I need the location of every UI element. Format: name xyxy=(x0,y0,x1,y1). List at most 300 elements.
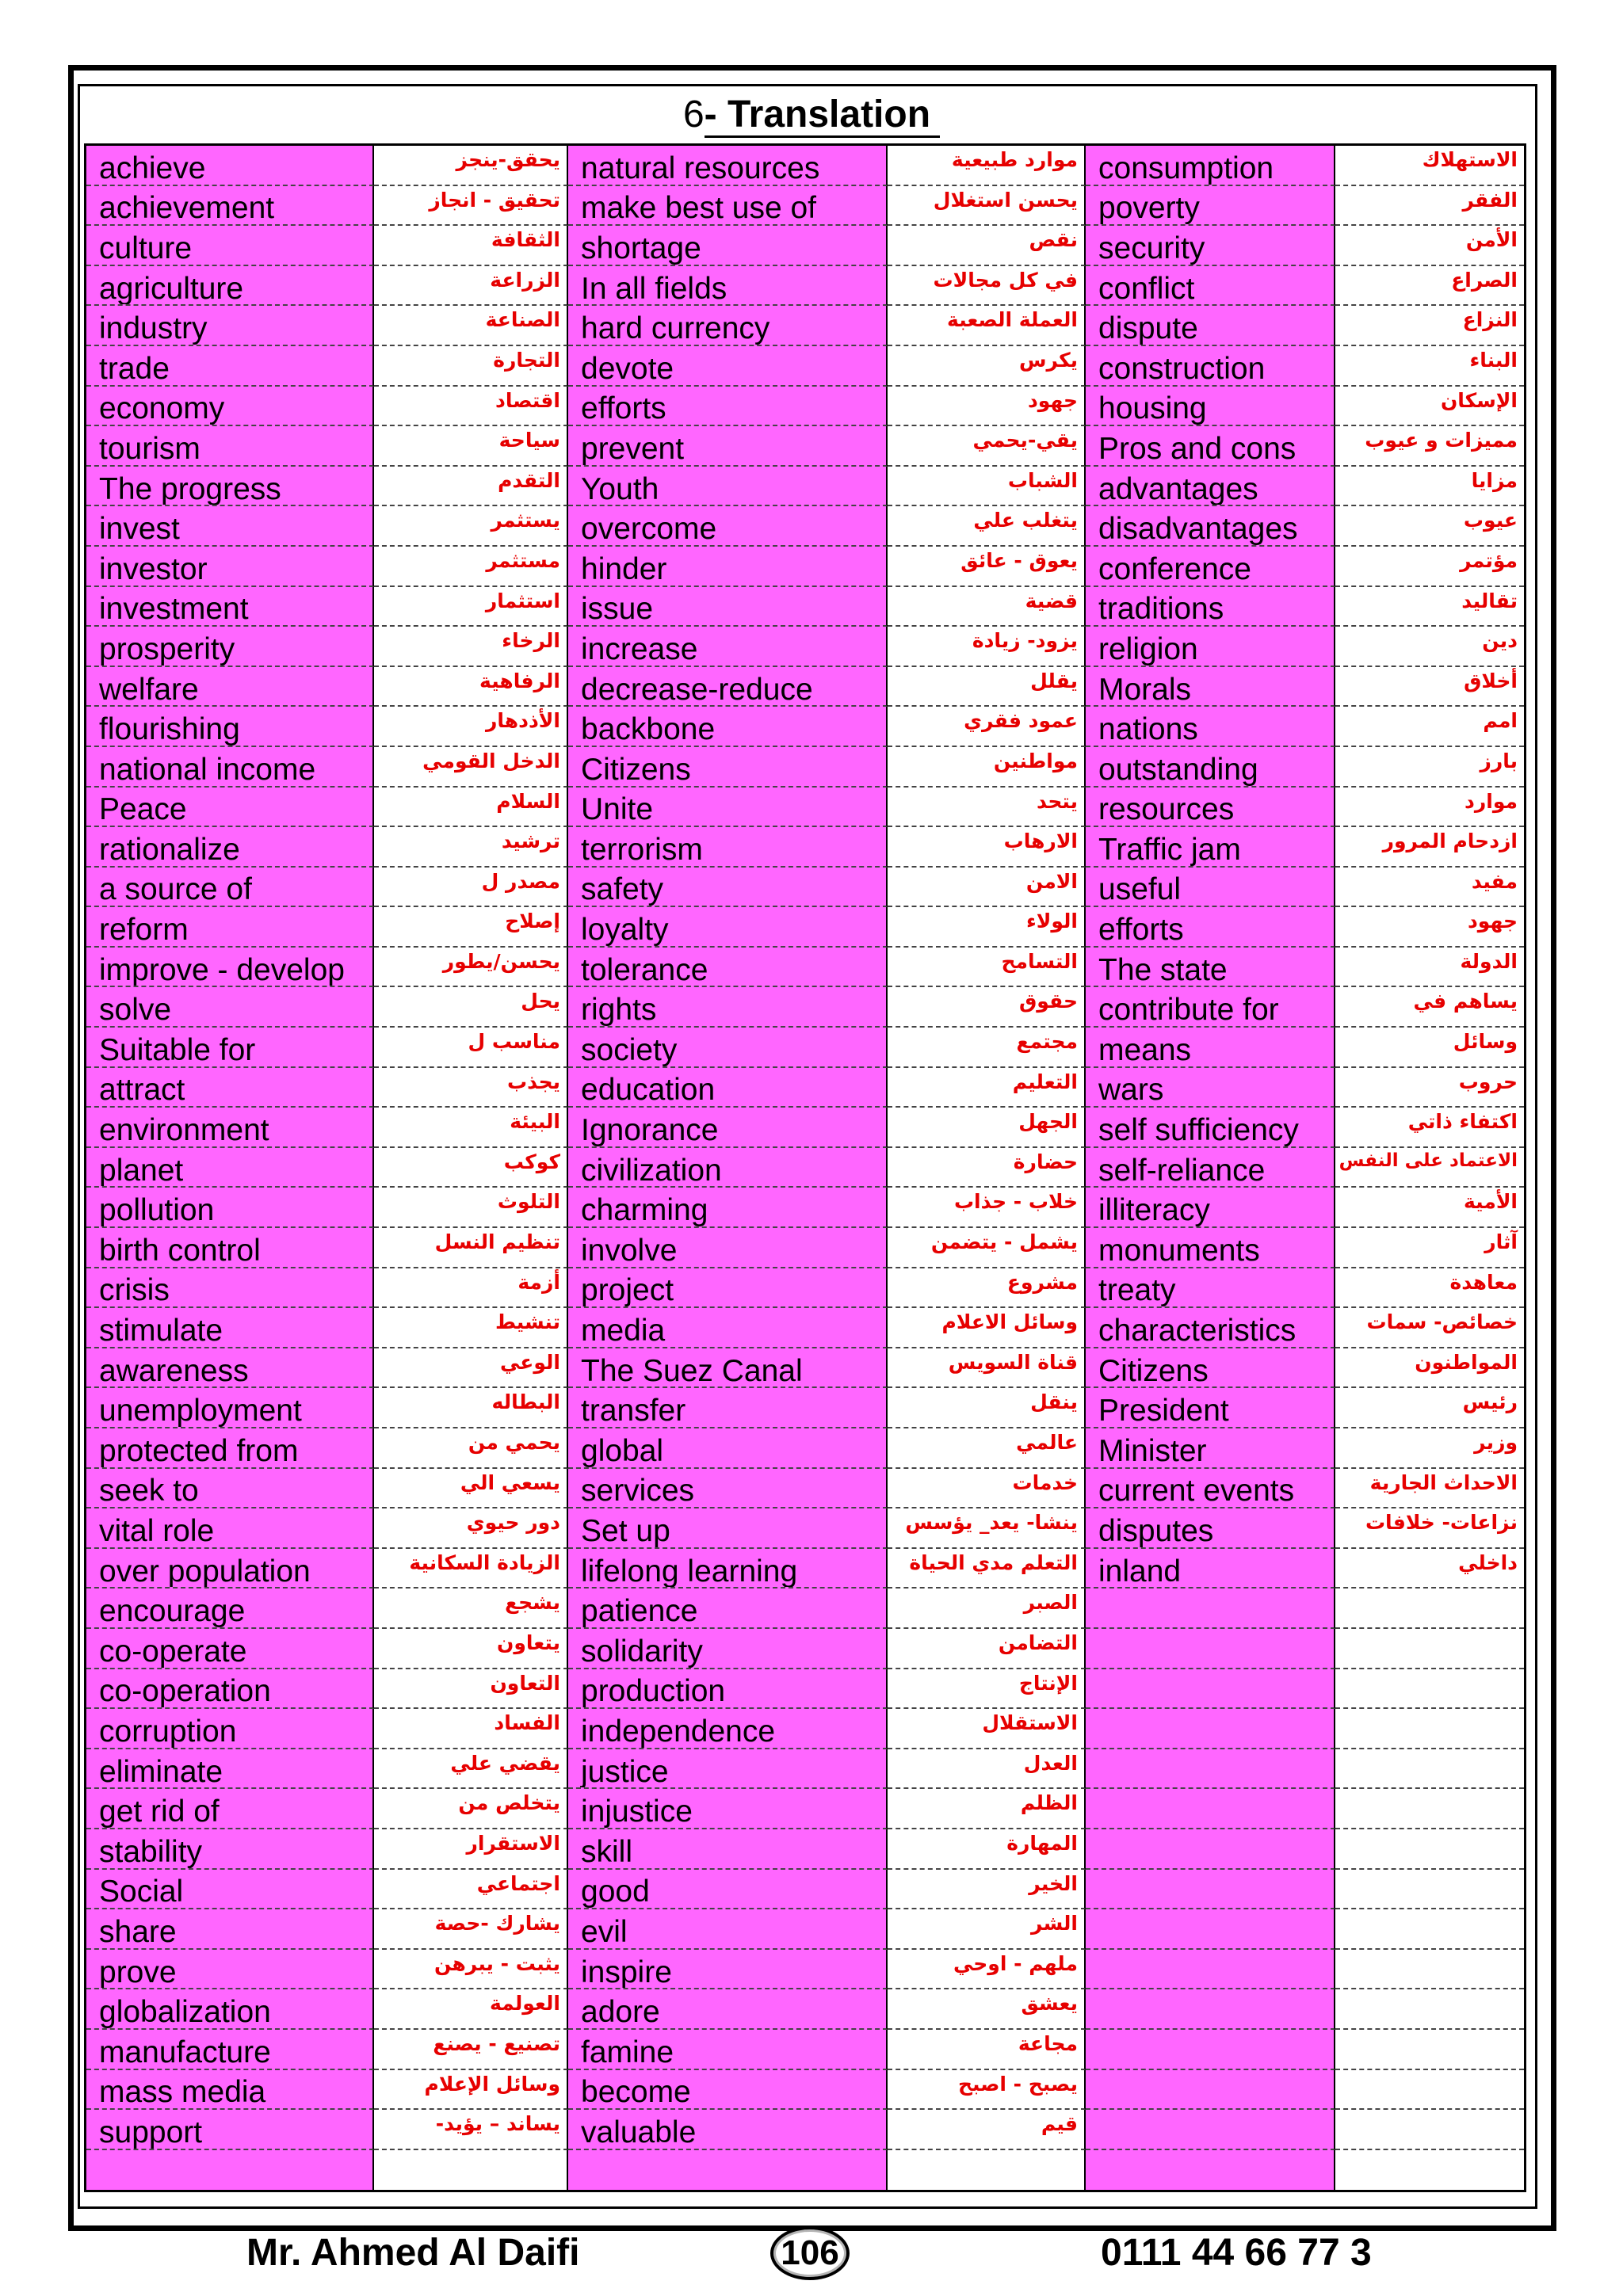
english-term: eliminate xyxy=(99,1754,223,1789)
empty-cell xyxy=(1335,1909,1524,1950)
english-term-cell xyxy=(86,306,374,346)
english-term-cell xyxy=(86,1709,374,1749)
english-term: Unite xyxy=(581,792,654,827)
arabic-translation: نقص xyxy=(1029,228,1078,252)
english-term: disputes xyxy=(1098,1513,1214,1548)
arabic-translation-cell xyxy=(888,747,1086,788)
arabic-translation: مصدر ل xyxy=(481,869,560,893)
empty-cell xyxy=(1086,1789,1335,1829)
english-term-cell xyxy=(568,346,888,387)
arabic-translation-cell xyxy=(888,1549,1086,1589)
english-term: inspire xyxy=(581,1955,672,1989)
arabic-translation-cell xyxy=(888,987,1086,1028)
english-term-cell xyxy=(568,1068,888,1108)
table-row xyxy=(86,1629,1524,1669)
arabic-translation-cell xyxy=(374,667,568,707)
arabic-translation-cell xyxy=(374,266,568,307)
arabic-translation: الاستقلال xyxy=(982,1711,1078,1735)
arabic-translation-cell xyxy=(1335,1469,1524,1509)
english-term-cell xyxy=(568,1789,888,1829)
english-term: inland xyxy=(1098,1554,1182,1589)
english-term: current events xyxy=(1098,1474,1295,1508)
arabic-translation-cell xyxy=(888,1148,1086,1188)
english-term-cell xyxy=(86,1188,374,1228)
arabic-translation-cell xyxy=(374,1068,568,1108)
english-term-cell xyxy=(86,707,374,747)
english-term: tolerance xyxy=(581,952,708,987)
english-term-cell xyxy=(86,1108,374,1148)
english-term: lifelong learning xyxy=(581,1554,798,1589)
arabic-translation: مؤتمر xyxy=(1460,548,1518,572)
arabic-translation: يكرس xyxy=(1019,348,1078,372)
arabic-translation-cell xyxy=(374,1228,568,1268)
arabic-translation-cell xyxy=(888,1348,1086,1389)
arabic-translation: مفيد xyxy=(1471,869,1518,893)
english-term: resources xyxy=(1098,792,1235,827)
english-term: co-operate xyxy=(99,1634,247,1669)
arabic-translation: يتغلب علي xyxy=(973,509,1078,532)
arabic-translation-cell xyxy=(1335,1108,1524,1148)
arabic-translation-cell xyxy=(888,1028,1086,1068)
arabic-translation-cell xyxy=(374,506,568,547)
table-row xyxy=(86,1669,1524,1710)
english-term-cell xyxy=(86,266,374,307)
arabic-translation: اجتماعي xyxy=(476,1871,560,1895)
english-term-cell xyxy=(1086,186,1335,227)
arabic-translation-cell xyxy=(1335,747,1524,788)
table-row xyxy=(86,2070,1524,2111)
arabic-translation-cell xyxy=(374,627,568,667)
arabic-translation-cell xyxy=(374,1348,568,1389)
english-term: prevent xyxy=(581,431,685,466)
arabic-translation: قيم xyxy=(1041,2112,1078,2136)
arabic-translation: أخلاق xyxy=(1464,669,1518,692)
arabic-translation-cell xyxy=(1335,587,1524,627)
english-term-cell xyxy=(1086,827,1335,868)
english-term: contribute for xyxy=(1098,993,1279,1028)
english-term: unemployment xyxy=(99,1394,302,1428)
arabic-translation-cell xyxy=(374,1669,568,1710)
arabic-translation: يحسن/يطور xyxy=(442,949,560,973)
table-row xyxy=(86,547,1524,587)
table-row xyxy=(86,1950,1524,1990)
english-term-cell xyxy=(1086,1108,1335,1148)
arabic-translation: الإسكان xyxy=(1440,388,1518,412)
arabic-translation-cell xyxy=(1335,907,1524,948)
arabic-translation-cell xyxy=(1335,467,1524,507)
arabic-translation-cell xyxy=(888,1789,1086,1829)
english-term-cell xyxy=(1086,1308,1335,1348)
arabic-translation: البناء xyxy=(1469,348,1518,372)
arabic-translation: الزراعة xyxy=(490,268,560,292)
english-term-cell xyxy=(568,186,888,227)
english-term-cell xyxy=(1086,1388,1335,1428)
english-term-cell xyxy=(568,907,888,948)
empty-cell xyxy=(1335,1950,1524,1990)
arabic-translation-cell xyxy=(374,1028,568,1068)
arabic-translation-cell xyxy=(888,587,1086,627)
english-term-cell xyxy=(568,1669,888,1710)
english-term-cell xyxy=(568,948,888,988)
english-term-cell xyxy=(1086,948,1335,988)
arabic-translation-cell xyxy=(888,1989,1086,2030)
arabic-translation-cell xyxy=(374,1108,568,1148)
arabic-translation: المهارة xyxy=(1006,1831,1078,1855)
arabic-translation: الولاء xyxy=(1025,910,1078,933)
arabic-translation: خدمات xyxy=(1012,1470,1078,1494)
arabic-translation-cell xyxy=(1335,707,1524,747)
table-row xyxy=(86,1188,1524,1228)
table-row xyxy=(86,1348,1524,1389)
arabic-translation: الخير xyxy=(1029,1871,1078,1895)
arabic-translation: الثقافة xyxy=(491,228,560,252)
arabic-translation-cell xyxy=(374,2070,568,2111)
arabic-translation-cell xyxy=(374,1789,568,1829)
english-term: encourage xyxy=(99,1594,246,1629)
english-term-cell xyxy=(568,987,888,1028)
english-term-cell xyxy=(86,146,374,186)
arabic-translation: الشر xyxy=(1031,1912,1078,1936)
arabic-translation: يشمل - يتضمن xyxy=(930,1230,1078,1254)
english-term-cell xyxy=(86,1909,374,1950)
empty-cell xyxy=(1335,1669,1524,1710)
arabic-translation-cell xyxy=(1335,1028,1524,1068)
english-term: over population xyxy=(99,1554,311,1589)
english-term: globalization xyxy=(99,1995,271,2030)
arabic-translation-cell xyxy=(374,868,568,908)
arabic-translation-cell xyxy=(888,346,1086,387)
english-term: The progress xyxy=(99,471,281,506)
arabic-translation: يعشق xyxy=(1021,1992,1078,2016)
english-term-cell xyxy=(86,788,374,828)
arabic-translation: مناسب ل xyxy=(468,1030,560,1054)
arabic-translation-cell xyxy=(374,1749,568,1790)
author-name: Mr. Ahmed Al Daifi xyxy=(246,2232,580,2274)
english-term: disadvantages xyxy=(1098,512,1298,547)
arabic-translation-cell xyxy=(888,1669,1086,1710)
english-term: conflict xyxy=(1098,271,1195,306)
english-term-cell xyxy=(86,186,374,227)
english-term: outstanding xyxy=(1098,752,1258,787)
table-row xyxy=(86,1148,1524,1188)
arabic-translation-cell xyxy=(1335,1388,1524,1428)
english-term-cell xyxy=(86,868,374,908)
english-term-cell xyxy=(1086,868,1335,908)
english-term: solve xyxy=(99,993,172,1028)
english-term-cell xyxy=(568,667,888,707)
arabic-translation: وزير xyxy=(1474,1431,1518,1454)
english-term: reform xyxy=(99,913,189,948)
english-term: Citizens xyxy=(581,752,691,787)
table-row xyxy=(86,1308,1524,1348)
english-term: shortage xyxy=(581,231,701,265)
english-term: support xyxy=(99,2115,203,2149)
english-term-cell xyxy=(86,1669,374,1710)
english-term: wars xyxy=(1098,1073,1164,1108)
arabic-translation: داخلي xyxy=(1458,1550,1518,1574)
arabic-translation-cell xyxy=(374,1148,568,1188)
english-term-cell xyxy=(568,1268,888,1309)
english-term-cell xyxy=(86,226,374,266)
empty-cell xyxy=(1335,2030,1524,2070)
english-term-cell xyxy=(1086,907,1335,948)
arabic-translation: يحل xyxy=(521,990,560,1013)
empty-cell xyxy=(1335,1589,1524,1629)
arabic-translation: العولمة xyxy=(489,1992,560,2016)
table-row xyxy=(86,987,1524,1028)
english-term: rationalize xyxy=(99,832,240,867)
arabic-translation: التعاون xyxy=(490,1671,560,1695)
english-term-cell xyxy=(86,667,374,707)
arabic-translation-cell xyxy=(888,186,1086,227)
arabic-translation: الجهل xyxy=(1018,1110,1078,1134)
english-term: The state xyxy=(1098,952,1228,987)
english-term: education xyxy=(581,1073,716,1108)
empty-cell xyxy=(568,2150,888,2191)
english-term-cell xyxy=(568,868,888,908)
arabic-translation: مشروع xyxy=(1006,1270,1078,1294)
english-term: stimulate xyxy=(99,1314,223,1348)
english-term: Pros and cons xyxy=(1098,431,1296,466)
arabic-translation-cell xyxy=(374,1909,568,1950)
arabic-translation-cell xyxy=(888,1068,1086,1108)
english-term: religion xyxy=(1098,631,1198,666)
arabic-translation-cell xyxy=(888,467,1086,507)
arabic-translation: وسائل الإعلام xyxy=(424,2072,560,2096)
table-row xyxy=(86,506,1524,547)
english-term: make best use of xyxy=(581,191,816,226)
arabic-translation: عالمي xyxy=(1016,1431,1078,1454)
english-term: rights xyxy=(581,993,657,1028)
arabic-translation-cell xyxy=(1335,226,1524,266)
english-term: prove xyxy=(99,1955,177,1989)
arabic-translation: السلام xyxy=(496,789,560,813)
english-term: protected from xyxy=(99,1433,299,1468)
english-term: valuable xyxy=(581,2115,697,2149)
english-term-cell xyxy=(86,827,374,868)
english-term-cell xyxy=(1086,1348,1335,1389)
english-term-cell xyxy=(86,346,374,387)
empty-cell xyxy=(1086,1909,1335,1950)
english-term-cell xyxy=(1086,1028,1335,1068)
arabic-translation-cell xyxy=(888,1909,1086,1950)
english-term: economy xyxy=(99,391,225,426)
arabic-translation-cell xyxy=(1335,146,1524,186)
arabic-translation: الصناعة xyxy=(485,308,560,332)
english-term-cell xyxy=(1086,627,1335,667)
english-term-cell xyxy=(86,1870,374,1910)
english-term: Social xyxy=(99,1875,184,1909)
arabic-translation: الزيادة السكانية xyxy=(409,1550,560,1574)
arabic-translation-cell xyxy=(888,306,1086,346)
arabic-translation: يتعاون xyxy=(497,1630,560,1654)
arabic-translation-cell xyxy=(888,1308,1086,1348)
arabic-translation-cell xyxy=(888,1749,1086,1790)
table-row xyxy=(86,1388,1524,1428)
english-term: means xyxy=(1098,1032,1192,1067)
table-row xyxy=(86,1068,1524,1108)
arabic-translation-cell xyxy=(888,948,1086,988)
arabic-translation-cell xyxy=(374,987,568,1028)
english-term-cell xyxy=(86,987,374,1028)
empty-cell xyxy=(1335,1709,1524,1749)
arabic-translation: الشباب xyxy=(1007,468,1078,492)
english-term-cell xyxy=(1086,506,1335,547)
arabic-translation: يتحد xyxy=(1036,789,1078,813)
english-term: self-reliance xyxy=(1098,1153,1266,1188)
arabic-translation: التلوث xyxy=(497,1190,560,1214)
english-term: construction xyxy=(1098,351,1266,386)
arabic-translation: يجذب xyxy=(507,1070,560,1093)
arabic-translation-cell xyxy=(374,1950,568,1990)
english-term-cell xyxy=(86,1950,374,1990)
english-term-cell xyxy=(1086,788,1335,828)
table-row xyxy=(86,1508,1524,1549)
arabic-translation-cell xyxy=(888,547,1086,587)
arabic-translation: يقضي علي xyxy=(450,1751,560,1775)
english-term: mass media xyxy=(99,2075,266,2110)
english-term-cell xyxy=(86,587,374,627)
arabic-translation: الفساد xyxy=(494,1711,560,1735)
empty-cell xyxy=(1335,1829,1524,1870)
arabic-translation: يساهم في xyxy=(1413,990,1518,1013)
english-term: consumption xyxy=(1098,151,1274,185)
english-term-cell xyxy=(568,2070,888,2111)
arabic-translation-cell xyxy=(888,667,1086,707)
arabic-translation: التضامن xyxy=(998,1630,1078,1654)
table-row xyxy=(86,747,1524,788)
table-row xyxy=(86,1589,1524,1629)
english-term-cell xyxy=(568,146,888,186)
arabic-translation: موارد طبيعية xyxy=(951,148,1078,171)
arabic-translation-cell xyxy=(888,1268,1086,1309)
english-term: share xyxy=(99,1914,177,1949)
english-term: conference xyxy=(1098,551,1251,586)
arabic-translation-cell xyxy=(374,948,568,988)
english-term-cell xyxy=(568,506,888,547)
arabic-translation: تنشيط xyxy=(495,1310,560,1334)
english-term-cell xyxy=(568,587,888,627)
arabic-translation-cell xyxy=(374,426,568,467)
english-term-cell xyxy=(568,1308,888,1348)
arabic-translation: الأمن xyxy=(1465,228,1518,252)
arabic-translation-cell xyxy=(374,707,568,747)
table-row xyxy=(86,587,1524,627)
arabic-translation: مواطنين xyxy=(993,749,1078,772)
table-row xyxy=(86,827,1524,868)
english-term-cell xyxy=(1086,1188,1335,1228)
english-term: attract xyxy=(99,1073,185,1108)
arabic-translation: تنظيم النسل xyxy=(434,1230,560,1254)
table-row xyxy=(86,788,1524,828)
arabic-translation: عمود فقري xyxy=(964,709,1078,733)
table-row xyxy=(86,1789,1524,1829)
arabic-translation-cell xyxy=(374,788,568,828)
table-row xyxy=(86,868,1524,908)
english-term: charming xyxy=(581,1193,708,1228)
table-row xyxy=(86,1749,1524,1790)
english-term: famine xyxy=(581,2035,674,2069)
arabic-translation: يقلل xyxy=(1030,669,1078,692)
english-term-cell xyxy=(86,387,374,427)
page-number: 106 xyxy=(770,2226,850,2280)
english-term-cell xyxy=(1086,266,1335,307)
arabic-translation-cell xyxy=(1335,1068,1524,1108)
empty-cell xyxy=(1086,1989,1335,2030)
arabic-translation: التجارة xyxy=(493,348,560,372)
arabic-translation-cell xyxy=(888,226,1086,266)
english-term: invest xyxy=(99,512,180,547)
english-term: monuments xyxy=(1098,1233,1260,1268)
english-term: investment xyxy=(99,592,249,627)
empty-cell xyxy=(1335,1749,1524,1790)
arabic-translation: الصبر xyxy=(1023,1591,1078,1615)
empty-cell xyxy=(1086,2030,1335,2070)
arabic-translation-cell xyxy=(888,426,1086,467)
arabic-translation: العملة الصعبة xyxy=(947,308,1078,332)
arabic-translation: سياحة xyxy=(498,429,560,452)
table-row xyxy=(86,1108,1524,1148)
english-term: devote xyxy=(581,351,674,386)
arabic-translation-cell xyxy=(888,627,1086,667)
arabic-translation: الاحداث الجارية xyxy=(1369,1470,1518,1494)
english-term-cell xyxy=(568,707,888,747)
english-term: injustice xyxy=(581,1794,693,1829)
arabic-translation-cell xyxy=(374,1428,568,1469)
english-term: security xyxy=(1098,231,1205,265)
arabic-translation-cell xyxy=(1335,1228,1524,1268)
arabic-translation-cell xyxy=(1335,1148,1524,1188)
english-term-cell xyxy=(1086,306,1335,346)
english-term: The Suez Canal xyxy=(581,1353,803,1388)
table-row xyxy=(86,1268,1524,1309)
english-term: corruption xyxy=(99,1714,237,1749)
english-term: seek to xyxy=(99,1474,199,1508)
arabic-translation: الأمية xyxy=(1463,1190,1518,1214)
arabic-translation: يسعي الي xyxy=(460,1470,560,1494)
english-term-cell xyxy=(1086,426,1335,467)
arabic-translation-cell xyxy=(888,506,1086,547)
english-term: efforts xyxy=(1098,913,1184,948)
table-row xyxy=(86,2150,1524,2191)
english-term: investor xyxy=(99,551,208,586)
empty-cell xyxy=(1086,1669,1335,1710)
english-term-cell xyxy=(86,1228,374,1268)
arabic-translation: البطاله xyxy=(491,1390,560,1414)
section-number: 6 xyxy=(682,93,705,135)
empty-cell xyxy=(1086,2070,1335,2111)
english-term-cell xyxy=(568,1950,888,1990)
english-term: national income xyxy=(99,752,316,787)
arabic-translation: بارز xyxy=(1480,749,1518,772)
arabic-translation-cell xyxy=(888,2110,1086,2150)
english-term: industry xyxy=(99,311,208,346)
table-row xyxy=(86,2030,1524,2070)
english-term-cell xyxy=(568,306,888,346)
english-term: justice xyxy=(581,1754,669,1789)
arabic-translation-cell xyxy=(374,907,568,948)
english-term: terrorism xyxy=(581,832,703,867)
english-term-cell xyxy=(568,2110,888,2150)
english-term-cell xyxy=(568,1108,888,1148)
arabic-translation: كوكب xyxy=(503,1150,560,1173)
arabic-translation: مجاعة xyxy=(1018,2031,1078,2055)
english-term: civilization xyxy=(581,1153,722,1188)
table-row xyxy=(86,1228,1524,1268)
arabic-translation-cell xyxy=(374,1308,568,1348)
arabic-translation-cell xyxy=(374,2110,568,2150)
arabic-translation: في كل مجالات xyxy=(933,268,1078,292)
